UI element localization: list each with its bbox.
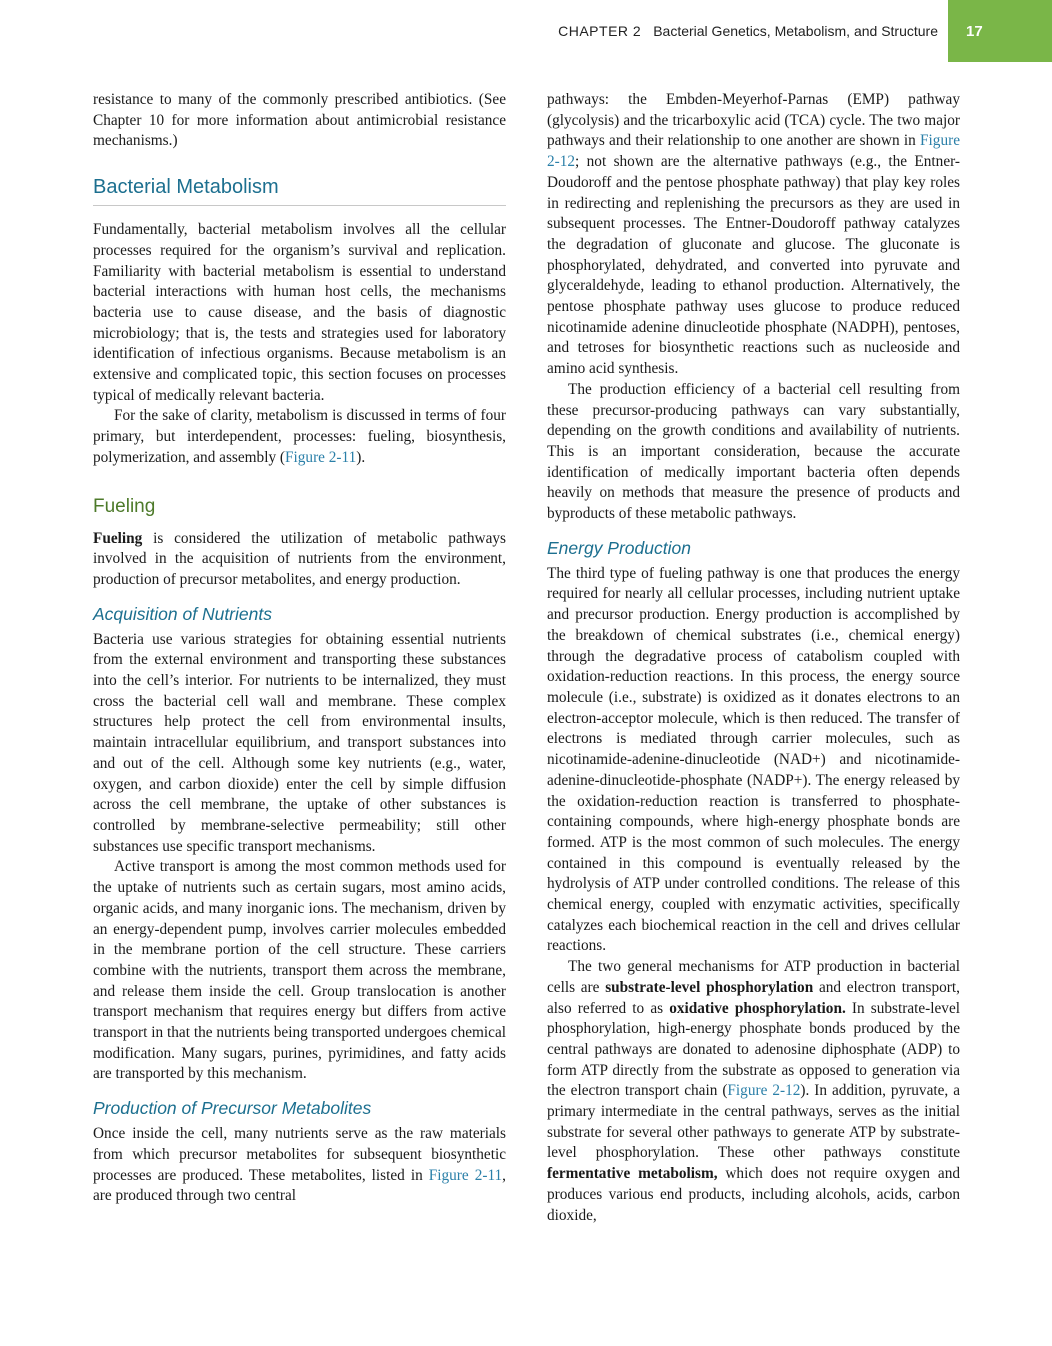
text: pathways: the Embden-Meyerhof-Parnas (EMP) pathway (glycolysis) and the tricarboxylic acid (TCA) cycle. The two major pathways and their relationship to one another are shown in: [547, 91, 960, 150]
text: ; not shown are the alternative pathways (e.g., the Entner-Doudoroff and the pentose phosphate pathway) that play key roles in redirecting and replenishing the precursors as they are used in subsequent processes. The Entner-Doudoroff pathway catalyzes the degradation of gluconate and glucose. The gluconate is phosphorylated, dehydrated, and converted into pyruvate and glyceraldehyde, leading to ethanol production. Alternatively, the pentose phosphate pathway uses glucose to produce reduced nicotinamide adenine dinucleotide phosphate (NADPH), pentoses, and tetroses for biosynthetic reactions such as nucleoside and amino acid synthesis.: [547, 153, 960, 378]
chapter-title: Bacterial Genetics, Metabolism, and Structure: [653, 23, 938, 39]
text: which does not require oxygen and produces various end products, including alcohols, acids, carbon dioxide,: [547, 1165, 960, 1224]
text: and electron transport, also referred to as: [547, 978, 960, 1017]
paragraph: [93, 1124, 506, 1207]
text: The two general mechanisms for ATP production in bacterial cells are: [547, 958, 960, 996]
figure-link[interactable]: Figure 2-12: [727, 1082, 801, 1100]
paragraph: [547, 957, 960, 1226]
figure-link[interactable]: Figure 2-12: [547, 132, 960, 171]
section-heading-bacterial-metabolism: Bacterial Metabolism: [93, 175, 506, 206]
paragraph: The production efficiency of a bacterial cell resulting from these precursor-producing pathways can vary substantially, depending on the growth conditions and availability of nutrients. This is an important consideration, because the accurate identification of medically important bacteria often depends heavily on methods that measure the presence of products and byproducts of these metabolic pathways.: [547, 380, 960, 523]
bold-term: fermentative metabolism,: [547, 1165, 718, 1183]
text: ).: [356, 448, 366, 466]
paragraph: The third type of fueling pathway is one that produces the energy required for nearly all cellular processes, including nutrient uptake and precursor production. Energy production is accomplished by the breakdown of chemical substrates (i.e., chemical energy) through the degradative process of catabolism coupled with oxidation-reduction reactions. In this process, the energy source molecule (i.e., substrate) is oxidized as it donates electrons to an electron-acceptor molecule, which is then reduced. The transfer of electrons is mediated through carrier molecules, such as nicotinamide-adenine-dinucleotide (NAD+) and nicotinamide-adenine-dinucleotide-phosphate (NADP+). The energy released by the oxidation-reduction reaction is transferred to phosphate-containing compounds, where high-energy phosphate bonds are formed. ATP is the most common of such molecules. The energy contained in this compound is eventually released by the hydrolysis of ATP under controlled conditions. The release of this chemical energy, coupled with enzymatic activities, specifically catalyzes each biochemical reaction in the cell and drives cellular reactions.: [547, 564, 960, 955]
chapter-label: CHAPTER 2: [558, 23, 642, 39]
page-number: 17: [948, 0, 1052, 62]
paragraph: [547, 90, 960, 380]
running-header: [558, 0, 1052, 62]
right-column: [547, 90, 960, 1226]
subheading-acquisition-of-nutrients: Acquisition of Nutrients: [93, 603, 272, 624]
paragraph: [93, 529, 506, 591]
bold-term: Fueling: [93, 529, 143, 547]
subheading-energy-production: Energy Production: [547, 537, 691, 558]
text: For the sake of clarity, metabolism is discussed in terms of four primary, but interdependent, processes: fueling, biosynthesis, polymerization, and assembly (: [93, 407, 506, 466]
left-column: [93, 90, 506, 1207]
paragraph: Fundamentally, bacterial metabolism involves all the cellular processes required for the organism’s survival and replication. Familiarity with bacterial metabolism is essential to understand bacterial interactions with human host cells, the mechanisms bacteria use to cause disease, and the basis of diagnostic microbiology; that is, the tests and strategies used for laboratory identification of infectious organisms. Because metabolism is an extensive and complicated topic, this section focuses on processes typical of medically relevant bacteria.: [93, 221, 506, 404]
paragraph: Bacteria use various strategies for obtaining essential nutrients from the external environment and transporting these substances into the cell’s interior. For nutrients to be internalized, they must cross the bacterial cell wall and membrane. These complex structures help protect the cell from environmental insults, maintain intracellular equilibrium, and transport substances into and out of the cell. Although some key nutrients (e.g., water, oxygen, and carbon dioxide) enter the cell by simple diffusion across the cell membrane, the uptake of other substances is controlled by membrane-selective permeability; still other substances use specific transport mechanisms.: [93, 630, 506, 855]
figure-link[interactable]: Figure 2-11: [285, 448, 357, 466]
text: is considered the utilization of metabolic pathways involved in the acquisition of nutrients from the environment, production of precursor metabolites, and energy production.: [93, 529, 506, 588]
subsection-heading-fueling: Fueling: [93, 495, 156, 517]
paragraph: Active transport is among the most common methods used for the uptake of nutrients such as certain sugars, most amino acids, organic acids, and many inorganic ions. The mechanism, driven by an energy-dependent pump, involves carrier molecules embedded in the membrane portion of the cell structure. These carriers combine with the nutrients, transport them across the membrane, and release them inside the cell. Group translocation is another transport mechanism that requires energy but differs from active transport in that the nutrients being transported undergoes chemical modification. Many sugars, purines, pyrimidines, and fatty acids are transported by this mechanism.: [93, 858, 506, 1083]
paragraph: resistance to many of the commonly prescribed antibiotics. (See Chapter 10 for more information about antimicrobial resistance mechanisms.): [93, 91, 506, 150]
running-head: [558, 0, 948, 62]
text: Once inside the cell, many nutrients serve as the raw materials from which precursor metabolites for subsequent biosynthetic processes are produced. These metabolites, listed in: [93, 1125, 506, 1184]
subheading-production-of-precursor-metabolites: Production of Precursor Metabolites: [93, 1098, 372, 1119]
paragraph: [93, 406, 506, 468]
text: In substrate-level phosphorylation, high-energy phosphate bonds produced by the central pathways are donated to adenosine diphosphate (ADP) to form ATP directly from the substrate as opposed to generation via the electron transport chain (: [547, 999, 960, 1100]
bold-term: substrate-level phosphorylation: [605, 978, 814, 996]
text: , are produced through two central: [93, 1166, 506, 1205]
text: ). In addition, pyruvate, a primary intermediate in the central pathways, serves as the initial substrate for several other pathways to generate ATP by substrate-level phosphorylation. These other pathways constitute: [547, 1082, 960, 1162]
figure-link[interactable]: Figure 2-11: [428, 1166, 503, 1184]
bold-term: oxidative phosphorylation.: [669, 999, 846, 1017]
